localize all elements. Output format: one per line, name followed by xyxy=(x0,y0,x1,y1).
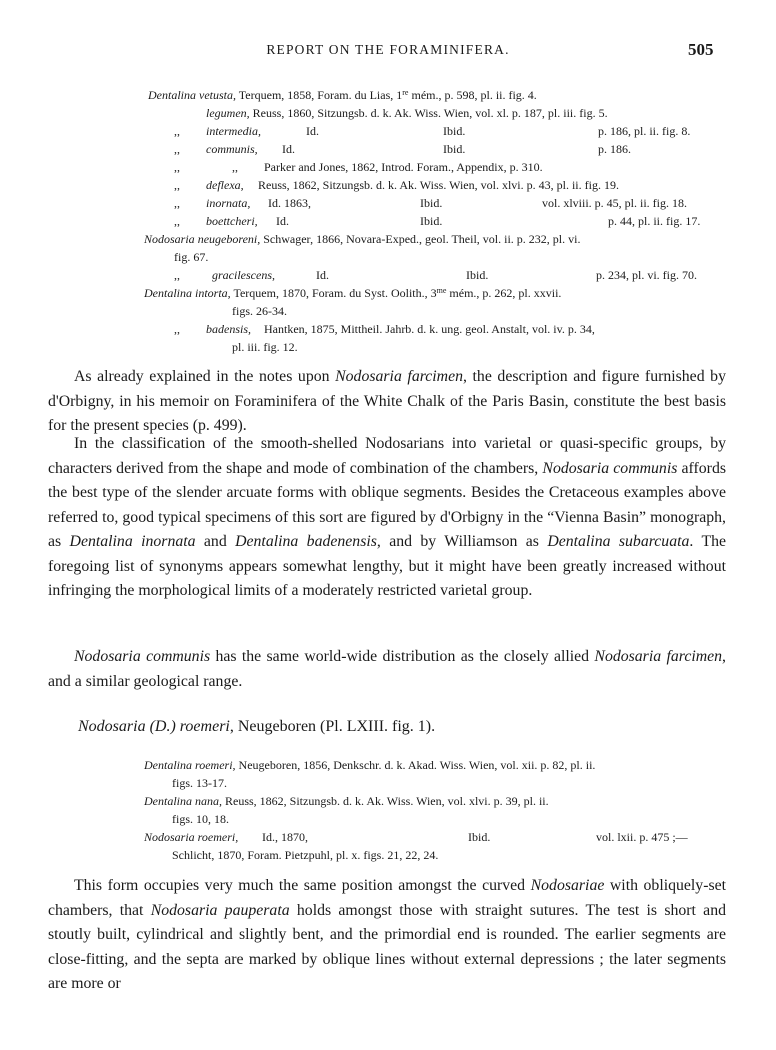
synonym-entry: Nodosaria neugeboreni, Schwager, 1866, Novara-Exped., geol. Theil, vol. ii. p. 232, pl. vi. xyxy=(144,232,581,246)
synonym-entry: legumen, Reuss, 1860, Sitzungsb. d. k. Ak. Wiss. Wien, vol. xl. p. 187, pl. iii. fig. 5. xyxy=(206,106,608,120)
body-paragraph: Nodosaria communis has the same world-wide distribution as the closely allied Nodosaria farcimen, and a similar geological range. xyxy=(48,648,726,690)
synonym-entry: Dentalina roemeri, Neugeboren, 1856, Denkschr. d. k. Akad. Wiss. Wien, vol. xii. p. 82, pl. ii. xyxy=(144,758,596,772)
species-heading: Nodosaria (D.) roemeri, Neugeboren (Pl. LXIII. fig. 1). xyxy=(78,718,436,735)
synonym-continuation: Schlicht, 1870, Foram. Pietzpuhl, pl. x. figs. 21, 22, 24. xyxy=(172,848,439,862)
page-header xyxy=(0,40,776,64)
synonym-continuation: fig. 67. xyxy=(174,250,209,264)
synonym-continuation: figs. 13-17. xyxy=(172,776,227,790)
body-paragraph: As already explained in the notes upon Nodosaria farcimen, the description and figure furnished by d'Orbigny, in his memoir on Foraminifera of the White Chalk of the Paris Basin, constitute the best basis for the present species (p. 499). xyxy=(48,368,726,434)
synonym-entry: Dentalina intorta, Terquem, 1870, Foram. du Syst. Oolith., $3^{me}$ mém., p. 262, pl. xxvii. xyxy=(144,286,562,300)
synonym-continuation: figs. 10, 18. xyxy=(172,812,229,826)
body-paragraph: This form occupies very much the same position amongst the curved Nodosariae with obliquely-set chambers, that Nodosaria pauperata holds amongst those with straight sutures. The test is short and stoutly built, cylindrical and slightly bent, and the primordial end is rounded. The earlier segments are close-fitting, and the septa are marked by oblique lines without external depressions ; the later segments are more or xyxy=(48,877,726,992)
synonym-entry: Dentalina nana, Reuss, 1862, Sitzungsb. d. k. Ak. Wiss. Wien, vol. xlvi. p. 39, pl. ii. xyxy=(144,794,549,808)
running-title: REPORT ON THE FORAMINIFERA. xyxy=(266,42,510,57)
synonym-entry: Dentalina vetusta, Terquem, 1858, Foram. du Lias, 1re mém., p. 598, pl. ii. fig. 4. xyxy=(148,88,537,102)
synonym-continuation: pl. iii. fig. 12. xyxy=(232,340,298,354)
page-number: 505 xyxy=(688,40,714,59)
synonym-continuation: figs. 26-34. xyxy=(232,304,287,318)
body-paragraph: In the classification of the smooth-shelled Nodosarians into varietal or quasi-specific groups, by characters derived from the shape and mode of combination of the chambers, Nodosaria communis affords the best type of the slender arcuate forms with oblique segments. Besides the Cretaceous examples above referred to, good typical specimens of this sort are figured by d'Orbigny in the “Vienna Basin” monograph, as Dentalina inornata and Dentalina badenensis, and by Williamson as Dentalina subarcuata. The foregoing list of synonyms appears somewhat lengthy, but it might have been greatly increased without infringing the morphological limits of a moderately restricted varietal group. xyxy=(48,435,726,599)
